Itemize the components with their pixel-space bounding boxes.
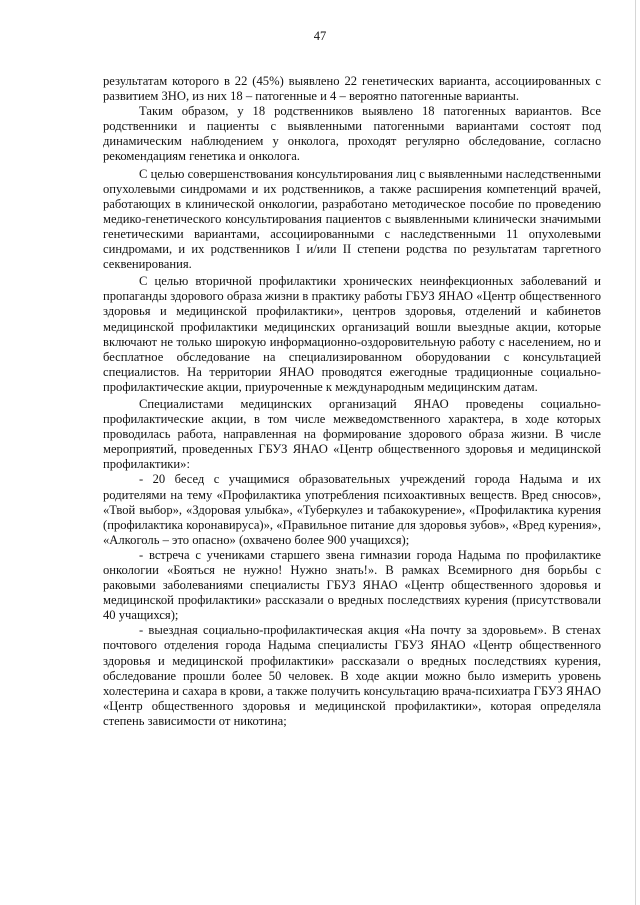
paragraph-results-continuation: результатам которого в 22 (45%) выявлено 22 генетических варианта, ассоциированных с развитием ЗНО, из них 18 – патогенные и 4 – вероятно патогенные варианты.	[103, 74, 601, 104]
paragraph-methodical-guide: С целью совершенствования консультирования лиц с выявленными наследственными опухолевыми синдромами и их родственников, а также расширения компетенций врачей, работающих в клинической онкологии, разработано методическое пособие по проведению медико-генетического консультирования пациентов с выявленными клинически значимыми генетическими вариантами, ассоциированными с наследственными 11 опухолевыми синдромами, и их родственников I и/или II степени родства по результатам таргетного секвенирования.	[103, 166, 601, 272]
page-body	[103, 74, 601, 729]
list-item-post-office-action: - выездная социально-профилактическая акция «На почту за здоровьем». В стенах почтового отделения города Надыма специалисты ГБУЗ ЯНАО «Центр общественного здоровья и медицинской профилактики» рассказали о вредных последствиях курения, обследование прошли более 50 человек. В ходе акции можно было измерить уровень холестерина и сахара в крови, а также получить консультацию врача-психиатра ГБУЗ ЯНАО «Центр общественного здоровья и медицинской профилактики», которая определяла степень зависимости от никотина;	[103, 623, 601, 728]
paragraph-pathogenic-variants: Таким образом, у 18 родственников выявлено 18 патогенных вариантов. Все родственники и пациенты с выявленными патогенными вариантами состоят под динамическим наблюдением у онколога, проходят регулярно обследование, согласно рекомендациям генетика и онколога.	[103, 104, 601, 164]
paragraph-social-actions: Специалистами медицинских организаций ЯНАО проведены социально-профилактические акции, в том числе межведомственного характера, в ходе которых проводилась работа, направленная на формирование здорового образа жизни. В числе мероприятий, проведенных ГБУЗ ЯНАО «Центр общественного здоровья и медицинской профилактики»:	[103, 396, 601, 472]
list-item-conversations: - 20 бесед с учащимися образовательных учреждений города Надыма и их родителями на тему «Профилактика употребления психоактивных веществ. Вред снюсов», «Твой выбор», «Здоровая улыбка», «Туберкулез и табакокурение», «Профилактика курения (профилактика коронавируса)», «Правильное питание для здоровья зубов», «Вред курения», «Алкоголь – это опасно» (охвачено более 900 учащихся);	[103, 472, 601, 547]
page-number: 47	[313, 29, 327, 43]
paragraph-secondary-prevention: С целью вторичной профилактики хронических неинфекционных заболеваний и пропаганды здорового образа жизни в практику работы ГБУЗ ЯНАО «Центр общественного здоровья и медицинской профилактики», центров здоровья, отделений и кабинетов медицинской профилактики медицинских организаций вошли выездные акции, которые включают не только широкую информационно-оздоровительную работу с населением, но и бесплатное обследование на специализированном оборудовании с консультацией специалистов. На территории ЯНАО проводятся ежегодные традиционные социально-профилактические акции, приуроченные к международным медицинским датам.	[103, 274, 601, 394]
page-edge-line	[635, 0, 636, 905]
list-item-gymnasium-meeting: - встреча с учениками старшего звена гимназии города Надыма по профилактике онкологии «Бояться не нужно! Нужно знать!». В рамках Всемирного дня борьбы с раковыми заболеваниями специалисты ГБУЗ ЯНАО «Центр общественного здоровья и медицинской профилактики» рассказали о вредных последствиях курения (присутствовали 40 учащихся);	[103, 547, 601, 623]
